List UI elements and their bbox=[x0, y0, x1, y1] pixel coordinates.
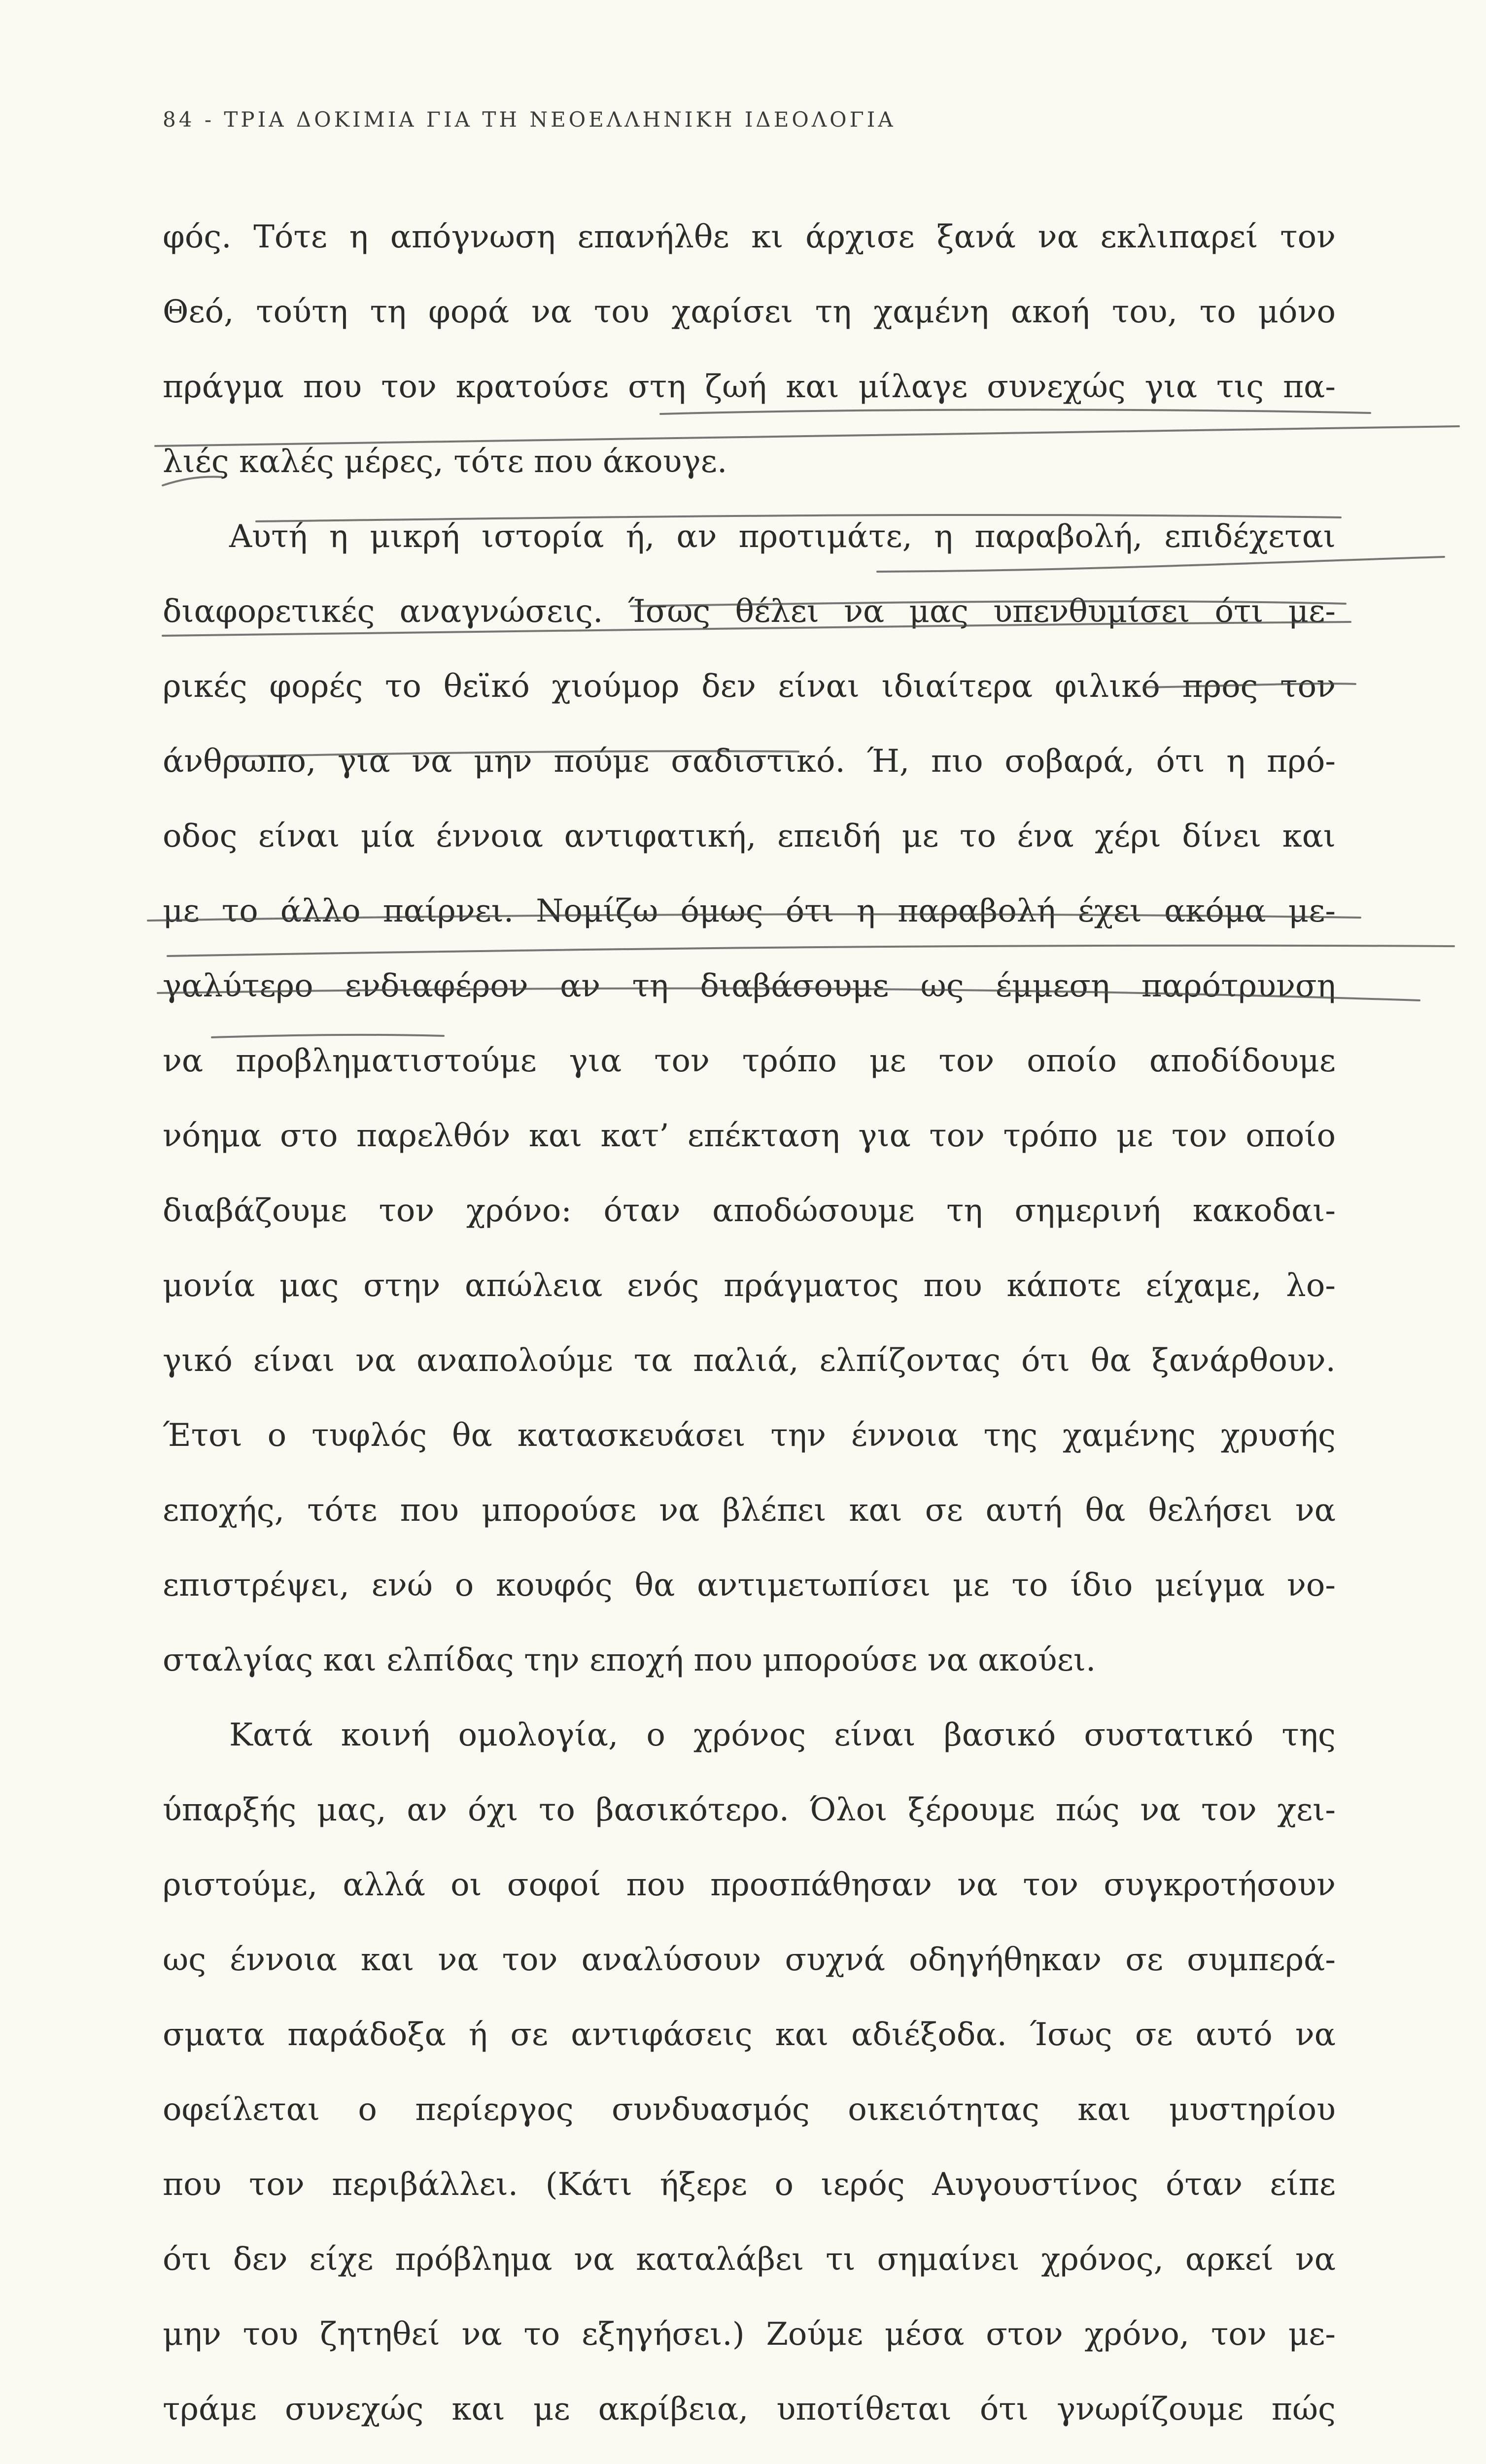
text-line: Θεό, τούτη τη φορά να του χαρίσει τη χαμένη ακοή του, το μόνο bbox=[163, 294, 1336, 330]
text-line: ριστούμε, αλλά οι σοφοί που προσπάθησαν να τον συγκροτήσουν bbox=[163, 1867, 1336, 1903]
text-line: νόημα στο παρελθόν και κατ’ επέκταση για τον τρόπο με τον οποίο bbox=[163, 1118, 1336, 1154]
text-line: οδος είναι μία έννοια αντιφατική, επειδή με το ένα χέρι δίνει και bbox=[163, 818, 1336, 855]
text-line: που τον περιβάλλει. (Κάτι ήξερε ο ιερός Αυγουστίνος όταν είπε bbox=[163, 2166, 1336, 2203]
text-line bbox=[163, 2447, 1336, 2464]
text-line: οφείλεται ο περίεργος συνδυασμός οικειότητας και μυστηρίου bbox=[163, 2091, 1336, 2128]
text-line: ότι δεν είχε πρόβλημα να καταλάβει τι σημαίνει χρόνος, αρκεί να bbox=[163, 2241, 1336, 2278]
text-line: διαφορετικές αναγνώσεις. Ίσως θέλει να μας υπενθυμίσει ότι με- bbox=[163, 593, 1336, 630]
text-line: σταλγίας και ελπίδας την εποχή που μπορούσε να ακούει. bbox=[163, 1642, 1096, 1678]
text-line: με το άλλο παίρνει. Νομίζω όμως ότι η παραβολή έχει ακόμα με- bbox=[163, 893, 1336, 929]
page-number: 84 bbox=[163, 107, 195, 132]
body-text bbox=[163, 200, 1336, 2464]
text-line: άνθρωπο, για να μην πούμε σαδιστικό. Ή, πιο σοβαρά, ότι η πρό- bbox=[163, 743, 1336, 780]
text-line: ρικές φορές το θεϊκό χιούμορ δεν είναι ιδιαίτερα φιλικό προς τον bbox=[163, 668, 1336, 705]
text-line: λιές καλές μέρες, τότε που άκουγε. bbox=[163, 444, 727, 480]
text-line: πράγμα που τον κρατούσε στη ζωή και μίλαγε συνεχώς για τις πα- bbox=[163, 369, 1336, 405]
running-header bbox=[163, 107, 896, 132]
book-title: ΤΡΙΑ ΔΟΚΙΜΙΑ ΓΙΑ ΤΗ ΝΕΟΕΛΛΗΝΙΚΗ ΙΔΕΟΛΟΓΙΑ bbox=[224, 107, 896, 132]
text-line: τράμε συνεχώς και με ακρίβεια, υποτίθεται ότι γνωρίζουμε πώς bbox=[163, 2391, 1336, 2428]
paragraph-start-line: Αυτή η μικρή ιστορία ή, αν προτιμάτε, η παραβολή, επιδέχεται bbox=[229, 518, 1336, 555]
text-line: Έτσι ο τυφλός θα κατασκευάσει την έννοια της χαμένης χρυσής bbox=[163, 1417, 1336, 1454]
text-line: εποχής, τότε που μπορούσε να βλέπει και σε αυτή θα θελήσει να bbox=[163, 1492, 1336, 1529]
text-line: διαβάζουμε τον χρόνο: όταν αποδώσουμε τη σημερινή κακοδαι- bbox=[163, 1193, 1336, 1229]
text-line: μονία μας στην απώλεια ενός πράγματος που κάποτε είχαμε, λο- bbox=[163, 1267, 1336, 1304]
text-line: μην του ζητηθεί να το εξηγήσει.) Ζούμε μέσα στον χρόνο, τον με- bbox=[163, 2316, 1336, 2353]
text-line: σματα παράδοξα ή σε αντιφάσεις και αδιέξοδα. Ίσως σε αυτό να bbox=[163, 2017, 1336, 2053]
paragraph-start-line: Κατά κοινή ομολογία, ο χρόνος είναι βασικό συστατικό της bbox=[229, 1717, 1336, 1753]
text-line: ως έννοια και να τον αναλύσουν συχνά οδηγήθηκαν σε συμπερά- bbox=[163, 1942, 1336, 1978]
text-line: φός. Τότε η απόγνωση επανήλθε κι άρχισε ξανά να εκλιπαρεί τον bbox=[163, 219, 1336, 255]
text-line: να προβληματιστούμε για τον τρόπο με τον οποίο αποδίδουμε bbox=[163, 1043, 1336, 1079]
header-separator: - bbox=[204, 107, 215, 132]
text-line: γικό είναι να αναπολούμε τα παλιά, ελπίζοντας ότι θα ξανάρθουν. bbox=[163, 1342, 1336, 1379]
text-line: επιστρέψει, ενώ ο κουφός θα αντιμετωπίσει με το ίδιο μείγμα νο- bbox=[163, 1567, 1336, 1604]
text-line: ύπαρξής μας, αν όχι το βασικότερο. Όλοι ξέρουμε πώς να τον χει- bbox=[163, 1792, 1336, 1828]
text-line: γαλύτερο ενδιαφέρον αν τη διαβάσουμε ως έμμεση παρότρυνση bbox=[163, 968, 1336, 1004]
